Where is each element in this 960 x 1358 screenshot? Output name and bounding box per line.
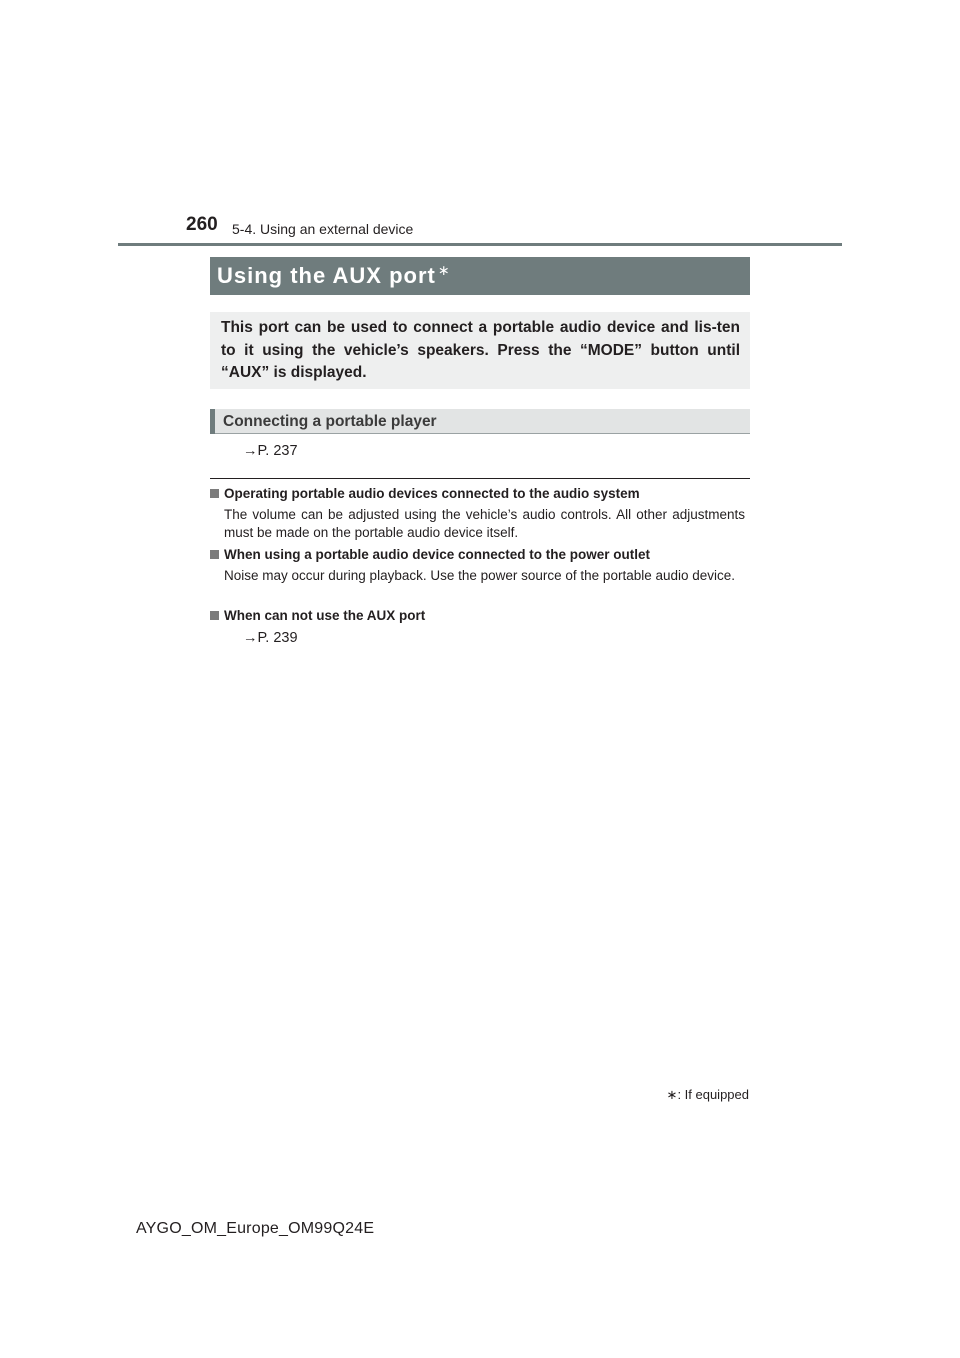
section-title: Connecting a portable player [223,413,437,430]
square-bullet-icon [210,550,219,559]
note-heading [210,608,425,623]
note-body: Noise may occur during playback. Use the power source of the portable audio device. [224,568,736,583]
footnote-text: : If equipped [677,1087,749,1102]
intro-box [210,312,750,389]
page-number: 260 [186,214,218,235]
page-reference: →P. 239 [243,630,298,646]
note-heading-text: Operating portable audio devices connected to the audio system [224,486,640,501]
footnote [667,1087,749,1103]
note-body: The volume can be adjusted using the vehicle’s audio controls. All other adjustments must be made on the portable audio device itself. [224,507,745,540]
note-heading [210,547,650,562]
square-bullet-icon [210,611,219,620]
chapter-title: 5-4. Using an external device [232,221,414,237]
note-heading-text: When can not use the AUX port [224,608,426,623]
section-bar [210,409,750,434]
intro-text: This port can be used to connect a portable audio device and lis-ten to it using the vehicle’s speakers. Press the “MODE” button until “AUX” is displayed. [221,319,740,381]
page-reference: →P. 237 [243,443,298,459]
page-title: Using the AUX port [217,263,436,288]
equipment-mark: ∗ [666,1087,678,1102]
section-accent [210,409,215,434]
note-heading [210,486,640,501]
note-heading-text: When using a portable audio device connected to the power outlet [224,547,651,562]
title-bar [210,257,750,295]
header-rule [118,243,842,246]
equipment-mark: ∗ [437,262,450,278]
divider [210,478,750,479]
document-code: AYGO_OM_Europe_OM99Q24E [136,1220,375,1237]
square-bullet-icon [210,489,219,498]
